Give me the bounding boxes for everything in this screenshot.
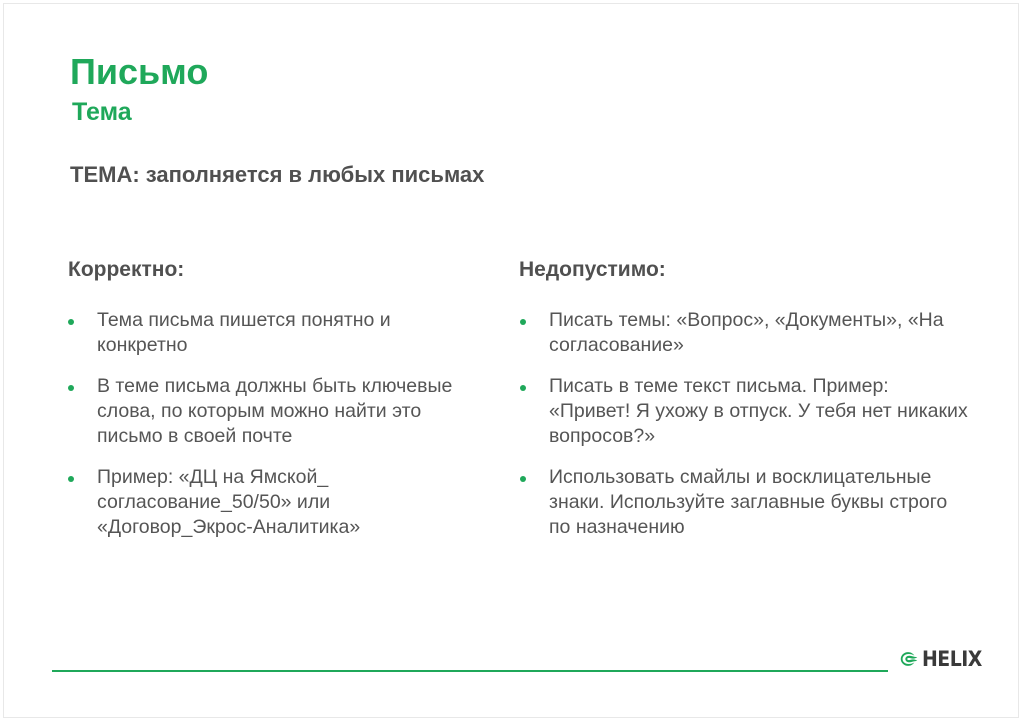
list-item (518, 308, 968, 358)
list-item-text: Писать в теме текст письма. Пример: «Привет! Я ухожу в отпуск. У тебя нет никаких вопросов?» (549, 375, 968, 447)
footer-divider (52, 670, 888, 672)
bullet-icon (68, 319, 74, 325)
forbidden-column-heading: Недопустимо: (519, 258, 666, 281)
list-item-text: Писать темы: «Вопрос», «Документы», «На согласование» (549, 309, 944, 356)
bullet-icon (68, 476, 74, 482)
bullet-icon (520, 476, 526, 482)
bullet-icon (520, 385, 526, 391)
helix-swirl-icon (898, 648, 920, 670)
list-item (518, 374, 968, 449)
list-item-text: В теме письма должны быть ключевые слова, по которым можно найти это письмо в своей почте (97, 375, 453, 447)
bullet-icon (520, 319, 526, 325)
list-item-text: Пример: «ДЦ на Ямской_ согласование_50/50» или «Договор_Экрос-Аналитика» (97, 466, 361, 538)
logo-text: HELIX (922, 646, 982, 671)
slide-title: Письмо (70, 51, 209, 92)
topic-statement: ТЕМА: заполняется в любых письмах (70, 162, 485, 187)
slide-subtitle: Тема (72, 98, 132, 126)
forbidden-list (518, 308, 968, 556)
helix-logo (898, 648, 982, 670)
list-item (66, 465, 466, 540)
list-item-text: Тема письма пишется понятно и конкретно (97, 309, 391, 356)
list-item-text: Использовать смайлы и восклицательные знаки. Используйте заглавные буквы строго по назначению (549, 466, 948, 538)
list-item (518, 465, 968, 540)
list-item (66, 374, 466, 449)
correct-column-heading: Корректно: (68, 258, 185, 281)
list-item (66, 308, 466, 358)
bullet-icon (68, 385, 74, 391)
correct-list (66, 308, 466, 556)
